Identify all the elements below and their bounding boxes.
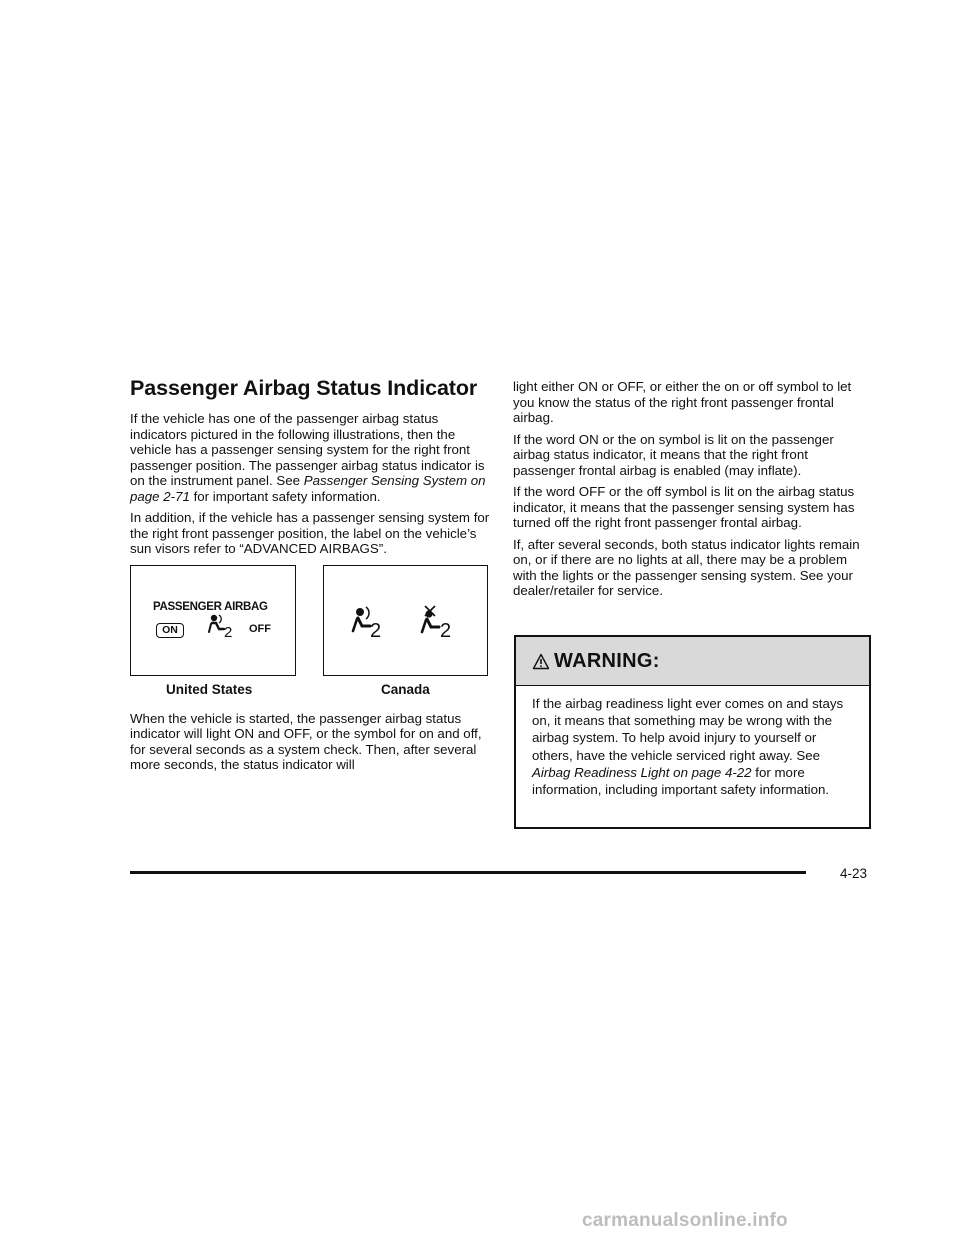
right-column [513,379,873,605]
watermark: carmanualsonline.info [582,1210,788,1231]
us-caption: United States [166,681,253,697]
passenger-sensing-link[interactable]: Passenger Sensing System on page 2-71 [130,473,486,504]
warning-triangle-icon [532,653,550,670]
off-paragraph: If the word OFF or the off symbol is lit on the airbag status indicator, it means that the passenger sensing system has turned off the right front passenger frontal airbag. [513,484,855,530]
footer-rule [130,871,806,874]
intro-paragraph [130,411,492,504]
warning-text-end: for more information, including important safety information. [532,764,830,798]
canada-indicator-figure [323,565,488,676]
sun-visor-paragraph: In addition, if the vehicle has a passenger sensing system for the right front passenger position, the label on the vehicle’s sun visors refer to “ADVANCED AIRBAGS”. [130,510,490,556]
airbag-on-symbol-icon [348,604,386,640]
airbag-off-symbol-icon [416,604,456,640]
us-indicator-figure [130,565,296,676]
warning-title: WARNING: [554,649,660,672]
warning-text-start: If the airbag readiness light ever comes on and stays on, it means that something may be wrong with the airbag system. To help avoid injury to yourself or others, have the vehicle serviced right away. See [532,696,844,763]
svg-text:2: 2 [224,623,233,639]
svg-text:2: 2 [440,619,452,640]
warning-header [516,637,869,686]
intro-text-end: for important safety information. [189,488,381,504]
passenger-seated-icon [205,613,235,639]
on-indicator: ON [156,623,184,638]
warning-box [514,635,871,829]
svg-text:2: 2 [370,619,382,640]
system-check-paragraph: When the vehicle is started, the passenger airbag status indicator will light ON and OFF, or the symbol for on and off, for several seconds as a system check. Then, after several more seconds, the status indicator will [130,710,482,772]
page-number: 4-23 [840,866,868,881]
problem-paragraph: If, after several seconds, both status indicator lights remain on, or if there are no lights at all, there may be a problem with the lights or the passenger sensing system. See your dealer/retailer for service. [513,536,860,598]
section-title: Passenger Airbag Status Indicator [130,376,478,400]
intro-text: If the vehicle has one of the passenger airbag status indicators pictured in the following illustrations, then the vehicle has a passenger sensing system for the right front passenger position. The passenger airbag status indicator is on the instrument panel. See [130,411,485,488]
passenger-airbag-label: PASSENGER AIRBAG [153,600,268,613]
airbag-readiness-link[interactable]: Airbag Readiness Light on page 4-22 [532,764,752,780]
status-paragraph: light either ON or OFF, or either the on or off symbol to let you know the status of the right front passenger frontal airbag. [513,379,852,425]
left-column [130,376,492,779]
on-paragraph: If the word ON or the on symbol is lit on the passenger airbag status indicator, it means that the right front passenger frontal airbag is enabled (may inflate). [513,431,834,478]
off-indicator: OFF [249,622,271,635]
canada-caption: Canada [381,681,430,697]
warning-text [516,686,869,798]
indicator-illustrations [130,565,492,705]
